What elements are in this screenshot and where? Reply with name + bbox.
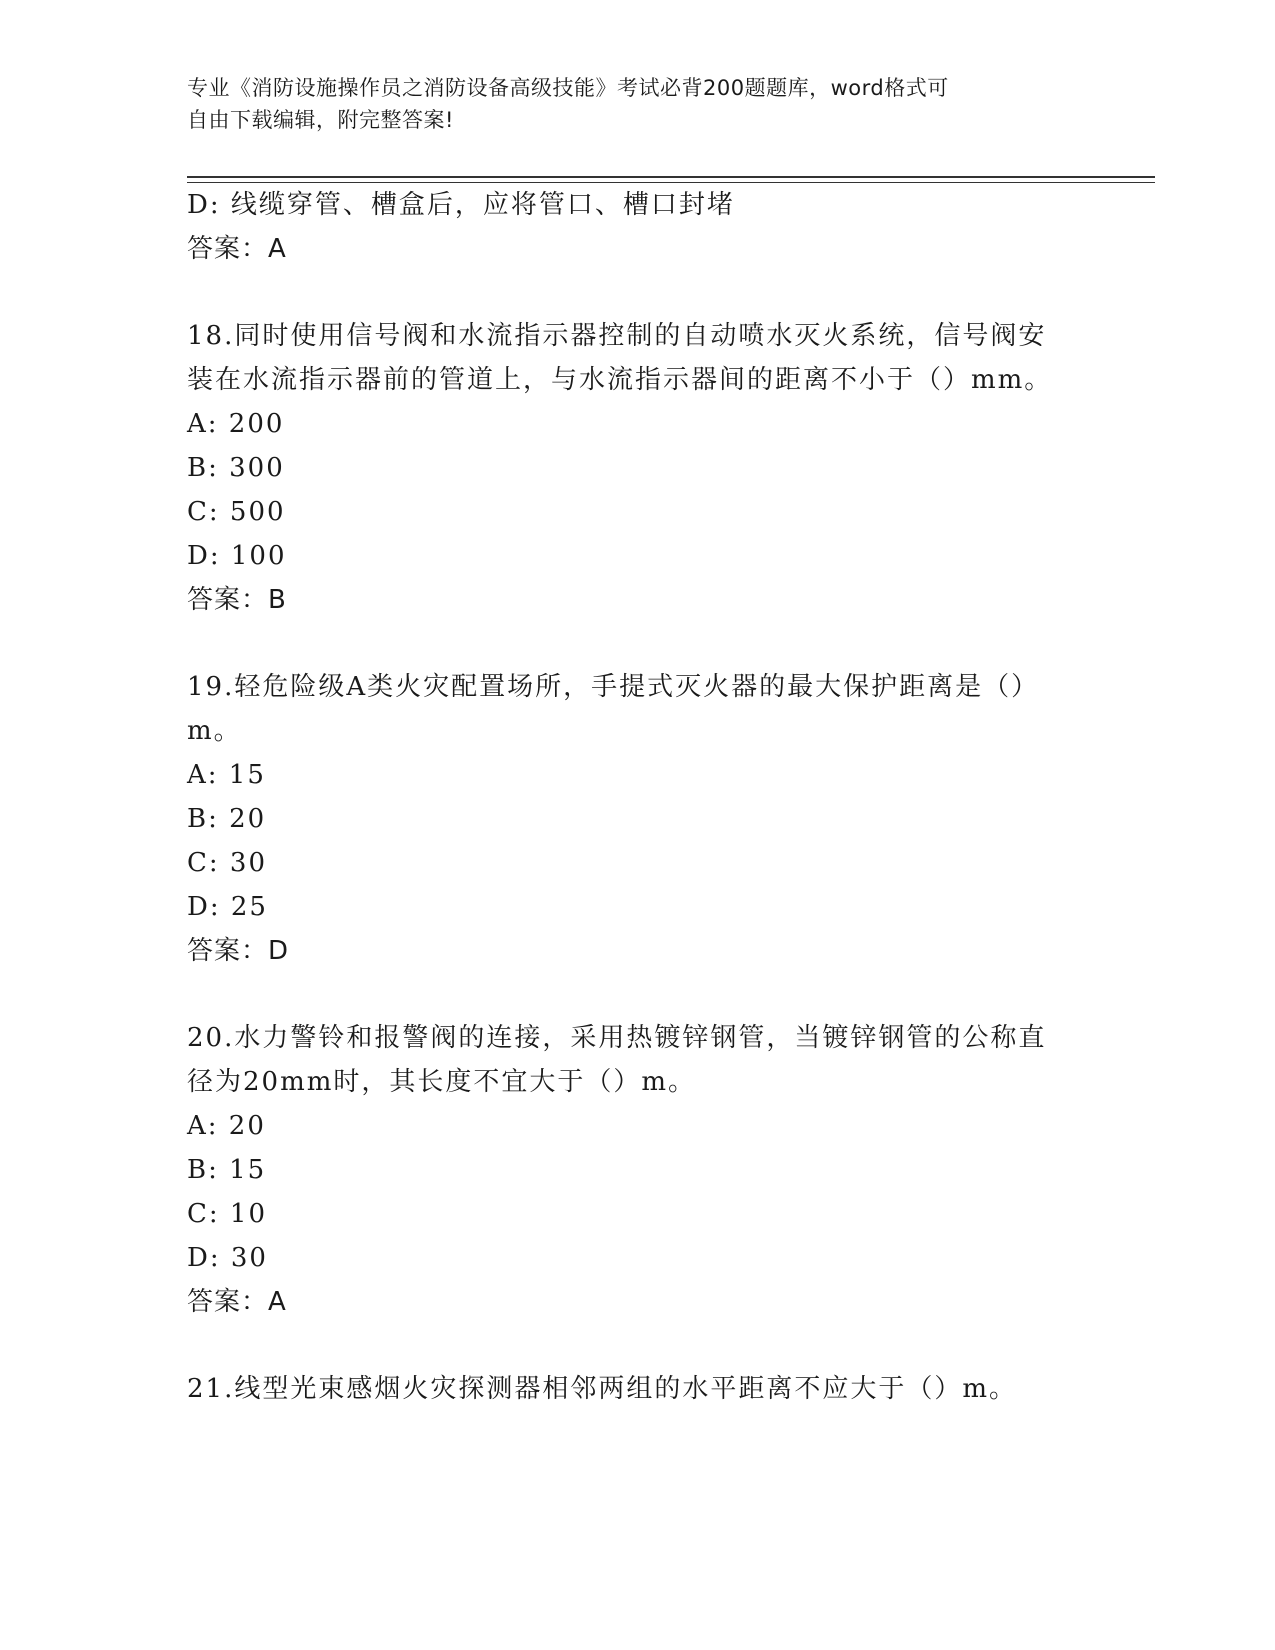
q20-answer: 答案：A [187,1287,287,1317]
q20-stem-line-1: 20.水力警铃和报警阀的连接，采用热镀锌钢管，当镀锌钢管的公称直 [187,1023,1047,1053]
q18-option-b: B: 300 [187,453,285,483]
q18-option-c: C: 500 [187,497,286,527]
q18-stem-line-1: 18.同时使用信号阀和水流指示器控制的自动喷水灭火系统，信号阀安 [187,321,1047,351]
prev-answer: 答案：A [187,234,287,264]
header-line-1: 专业《消防设施操作员之消防设备高级技能》考试必背200题题库，word格式可 [187,76,949,100]
q19-option-d: D: 25 [187,892,268,922]
q19-option-b: B: 20 [187,804,267,834]
q20-option-d: D: 30 [187,1243,268,1273]
header-divider-thin [187,182,1155,183]
header-line-2: 自由下载编辑，附完整答案! [187,108,454,132]
q20-stem-line-2: 径为20mm时，其长度不宜大于（）m。 [187,1067,697,1097]
q19-option-c: C: 30 [187,848,268,878]
document-header [187,72,1067,136]
q20-option-a: A: 20 [187,1111,266,1141]
q19-stem-line-1: 19.轻危险级A类火灾配置场所，手提式灭火器的最大保护距离是（） [187,672,1040,702]
prev-option-d: D: 线缆穿管、槽盒后，应将管口、槽口封堵 [187,190,735,220]
q18-answer: 答案：B [187,585,287,615]
q20-option-c: C: 10 [187,1199,268,1229]
header-divider-thick [187,176,1155,178]
q19-stem-line-2: m。 [187,716,242,746]
q19-option-a: A: 15 [187,760,266,790]
q18-option-d: D: 100 [187,541,287,571]
q21-stem-line-1: 21.线型光束感烟火灾探测器相邻两组的水平距离不应大于（）m。 [187,1374,1018,1404]
q18-option-a: A: 200 [187,409,285,439]
q19-answer: 答案：D [187,936,290,966]
q20-option-b: B: 15 [187,1155,267,1185]
q18-stem-line-2: 装在水流指示器前的管道上，与水流指示器间的距离不小于（）mm。 [187,365,1053,395]
